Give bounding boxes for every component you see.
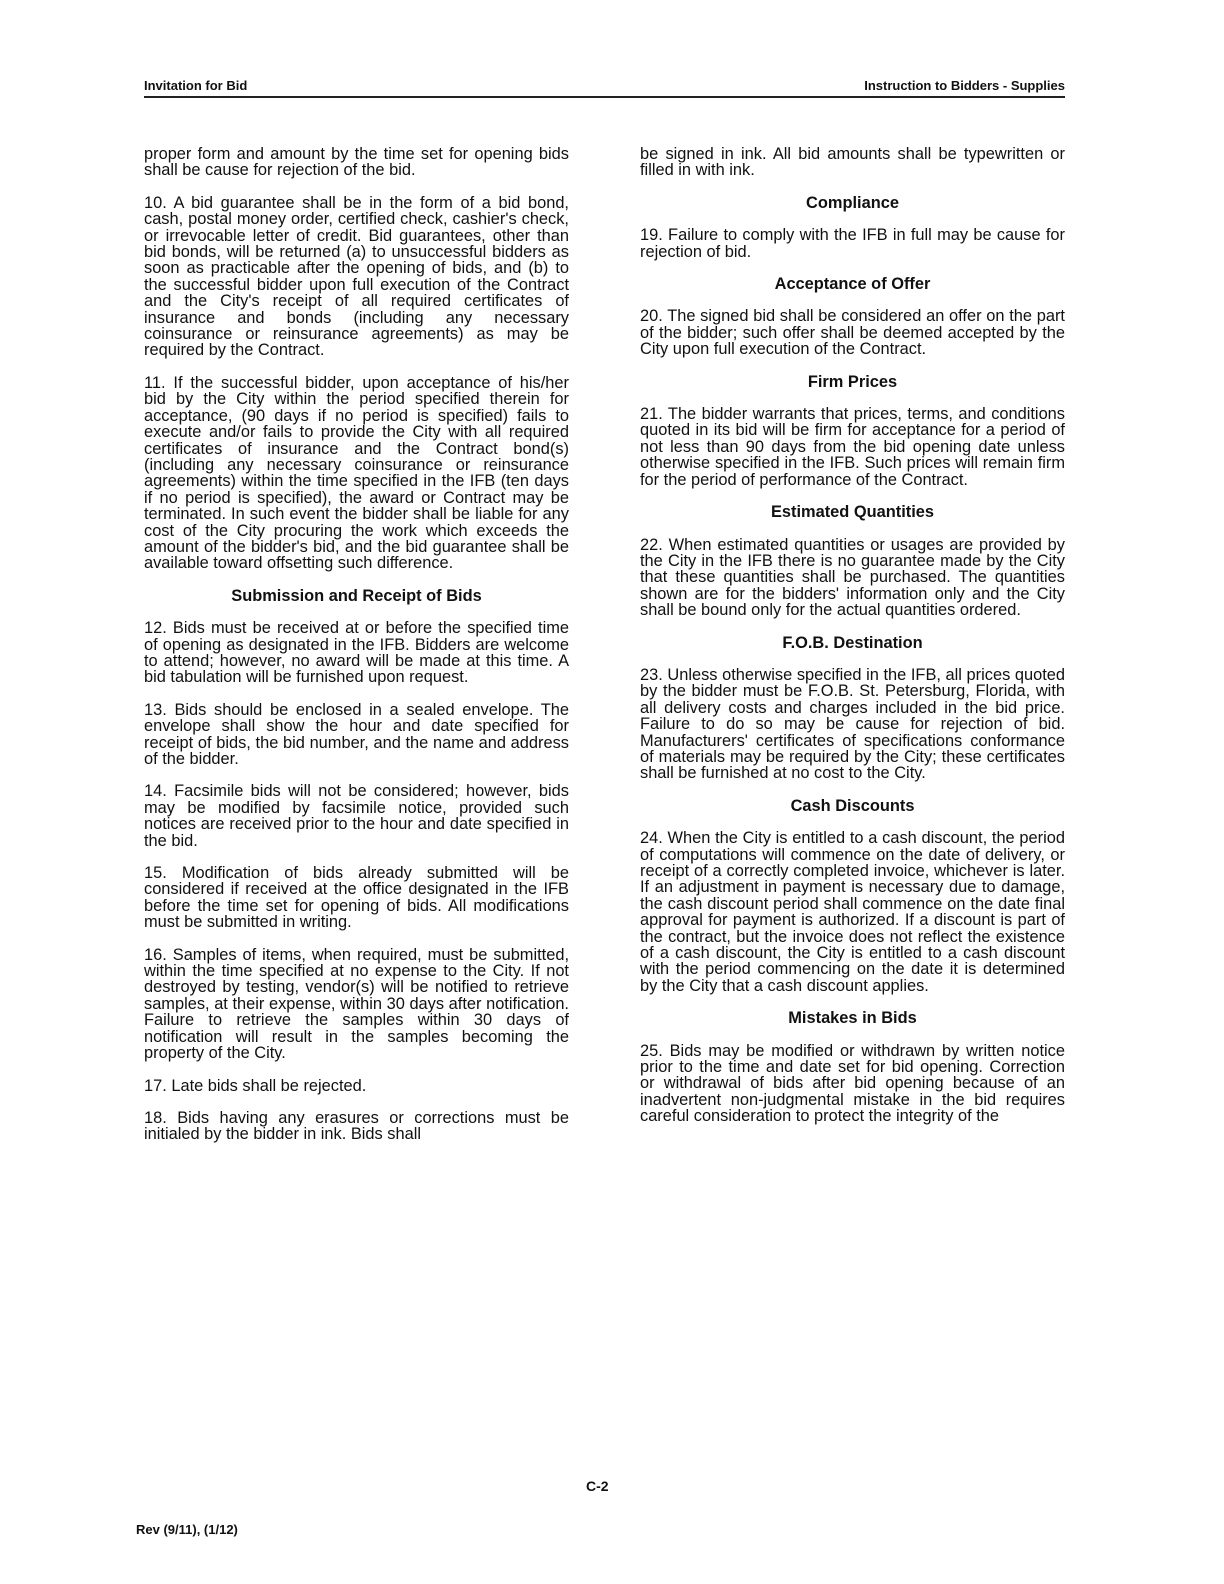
left-column bbox=[144, 146, 569, 1159]
paragraph: 24. When the City is entitled to a cash discount, the period of computations will commence on the date of delivery, or receipt of a correctly completed invoice, whichever is later. If an adjustment in payment is necessary due to damage, the cash discount period shall commence on the date final approval for payment is authorized. If a discount is part of the contract, but the invoice does not reflect the existence of a cash discount, the City is entitled to a cash discount with the period commencing on the date it is determined by the City that a cash discount applies. bbox=[640, 829, 1065, 995]
paragraph: 12. Bids must be received at or before the specified time of opening as designated in the IFB. Bidders are welcome to attend; however, no award will be made at this time. A bid tabulation will be furnished upon request. bbox=[144, 619, 569, 687]
paragraph: 22. When estimated quantities or usages are provided by the City in the IFB there is no guarantee made by the City that these quantities shall be purchased. The quantities shown are for the bidders' information only and the City shall be bound only for the actual quantities ordered. bbox=[640, 535, 1065, 620]
paragraph: 23. Unless otherwise specified in the IFB, all prices quoted by the bidder must be F.O.B. St. Petersburg, Florida, with all delivery costs and charges included in the bid price. Failure to do so may be cause for rejection of bid. Manufacturers' certificates of specifications conformance of materials may be required by the City; these certificates shall be furnished at no cost to the City. bbox=[640, 665, 1065, 783]
paragraph: be signed in ink. All bid amounts shall be typewritten or filled in with ink. bbox=[640, 145, 1065, 180]
page-header bbox=[144, 78, 1065, 98]
section-heading: Firm Prices bbox=[807, 372, 898, 391]
paragraph: 25. Bids may be modified or withdrawn by written notice prior to the time and date set for bid opening. Correction or withdrawal of bids after bid opening because of an inadvertent non-judgmental mistake in the bid requires careful consideration to protect the integrity of the bbox=[640, 1041, 1065, 1126]
section-heading: Acceptance of Offer bbox=[774, 275, 931, 294]
page-number: C-2 bbox=[586, 1478, 609, 1494]
paragraph: 20. The signed bid shall be considered an offer on the part of the bidder; such offer shall be deemed accepted by the City upon full execution of the Contract. bbox=[640, 307, 1065, 359]
paragraph: 18. Bids having any erasures or corrections must be initialed by the bidder in ink. Bids shall bbox=[144, 1108, 569, 1144]
paragraph: 13. Bids should be enclosed in a sealed envelope. The envelope shall show the hour and date specified for receipt of bids, the bid number, and the name and address of the bidder. bbox=[144, 700, 569, 768]
section-heading: Cash Discounts bbox=[790, 796, 915, 815]
section-heading: Estimated Quantities bbox=[770, 503, 935, 522]
paragraph: 10. A bid guarantee shall be in the form of a bid bond, cash, postal money order, certified check, cashier's check, or irrevocable letter of credit. Bid guarantees, other than bid bonds, will be returned (a) to unsuccessful bidders as soon as practicable after the opening of bids, and (b) to the successful bidder upon full execution of the Contract and the City's receipt of all required certificates of insurance and bonds (including any necessary coinsurance or reinsurance agreements) as may be required by the Contract. bbox=[144, 193, 569, 360]
paragraph: 19. Failure to comply with the IFB in full may be cause for rejection of bid. bbox=[640, 226, 1065, 261]
header-left: Invitation for Bid bbox=[144, 78, 248, 93]
paragraph: 14. Facsimile bids will not be considered; however, bids may be modified by facsimile notice, provided such notices are received prior to the hour and date specified in the bid. bbox=[144, 782, 569, 850]
paragraph: 11. If the successful bidder, upon acceptance of his/her bid by the City within the period specified therein for acceptance, (90 days if no period is specified) fails to execute and/or fails to provide the City with all required certificates of insurance and the Contract bond(s) (including any necessary coinsurance or reinsurance agreements) within the time specified in the IFB (ten days if no period is specified), the award or Contract may be terminated. In such event the bidder shall be liable for any cost of the City procuring the work which exceeds the amount of the bidder's bid, and the bid guarantee shall be available toward offsetting such difference. bbox=[144, 373, 569, 573]
paragraph: 15. Modification of bids already submitted will be considered if received at the office designated in the IFB before the time set for opening of bids. All modifications must be submitted in writing. bbox=[144, 864, 569, 932]
section-heading: F.O.B. Destination bbox=[782, 633, 923, 652]
paragraph: 21. The bidder warrants that prices, terms, and conditions quoted in its bid will be firm for acceptance for a period of not less than 90 days from the bid opening date unless otherwise specified in the IFB. Such prices will remain firm for the period of performance of the Contract. bbox=[640, 405, 1065, 489]
revision-note: Rev (9/11), (1/12) bbox=[136, 1522, 238, 1537]
header-right: Instruction to Bidders - Supplies bbox=[864, 78, 1065, 93]
section-heading: Submission and Receipt of Bids bbox=[231, 586, 482, 605]
paragraph: 17. Late bids shall be rejected. bbox=[144, 1076, 367, 1095]
section-heading: Compliance bbox=[806, 193, 899, 212]
right-column bbox=[640, 146, 1065, 1141]
paragraph: 16. Samples of items, when required, must be submitted, within the time specified at no expense to the City. If not destroyed by testing, vendor(s) will be notified to retrieve samples, at their expense, within 30 days after notification. Failure to retrieve the samples within 30 days of notification will result in the samples becoming the property of the City. bbox=[144, 945, 569, 1063]
paragraph: proper form and amount by the time set for opening bids shall be cause for rejection of the bid. bbox=[144, 145, 569, 180]
section-heading: Mistakes in Bids bbox=[788, 1009, 917, 1028]
